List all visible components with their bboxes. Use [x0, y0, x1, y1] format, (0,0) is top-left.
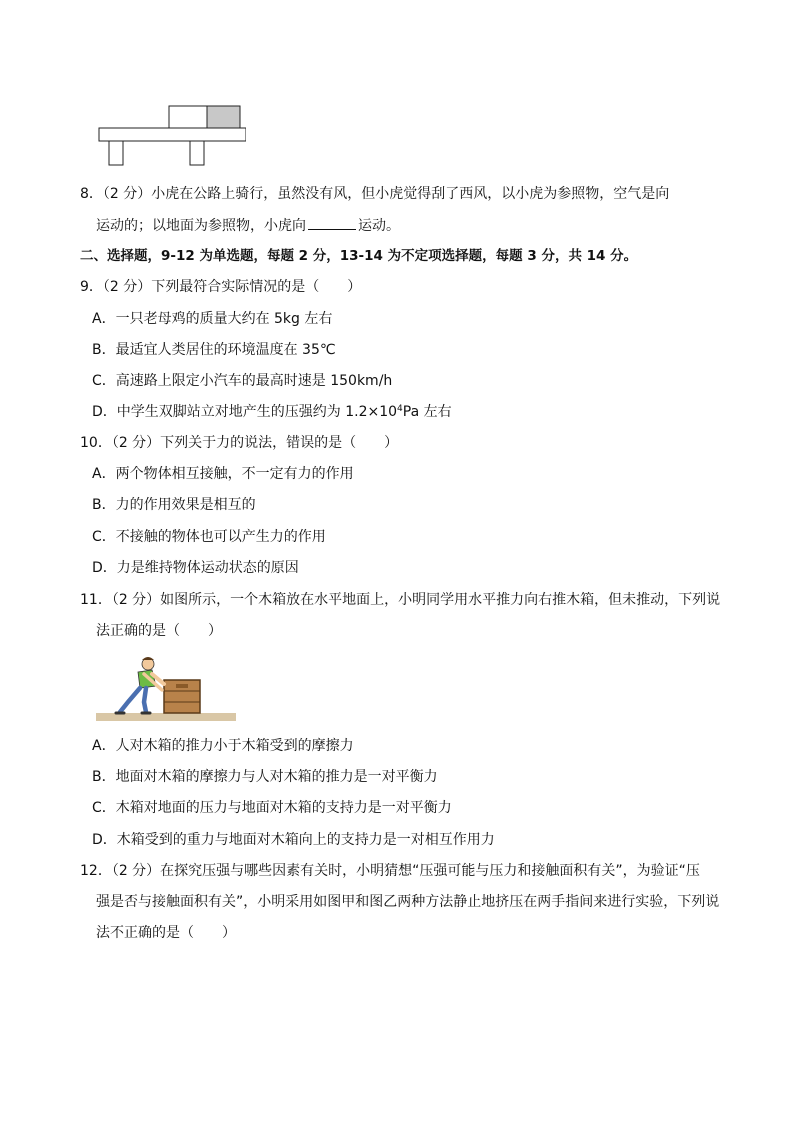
- q10-option-b: B．力的作用效果是相互的: [92, 497, 256, 513]
- q9-option-c: C．高速路上限定小汽车的最高时速是 150km/h: [92, 373, 393, 389]
- q8-line2-suffix: 运动。: [358, 218, 400, 234]
- pushing-crate-figure: [96, 650, 236, 724]
- q12-line1: 12．（2 分）在探究压强与哪些因素有关时，小明猜想“压强可能与压力和接触面积有关”，为验证“压: [80, 863, 700, 879]
- table-blocks-figure: [96, 104, 246, 168]
- q8-line2: [96, 215, 400, 236]
- q11-option-a: A．人对木箱的推力小于木箱受到的摩擦力: [92, 738, 354, 754]
- q8-line2-prefix: 运动的；以地面为参照物，小虎向: [96, 218, 306, 234]
- q12-line3: 法不正确的是（ ）: [96, 925, 236, 941]
- q9-option-a: A．一只老母鸡的质量大约在 5kg 左右: [92, 311, 333, 327]
- q11-option-d: D．木箱受到的重力与地面对木箱向上的支持力是一对相互作用力: [92, 832, 495, 848]
- table-leg-left: [109, 141, 123, 165]
- table-leg-right: [190, 141, 204, 165]
- q9-option-d: [92, 402, 452, 422]
- q9-option-b: B．最适宜人类居住的环境温度在 35℃: [92, 342, 336, 358]
- q10-option-a: A．两个物体相互接触，不一定有力的作用: [92, 466, 354, 482]
- q11-line2: 法正确的是（ ）: [96, 623, 222, 639]
- q9-stem: 9．（2 分）下列最符合实际情况的是（ ）: [80, 279, 362, 295]
- person-legs: [120, 688, 146, 712]
- q11-option-b: B．地面对木箱的摩擦力与人对木箱的推力是一对平衡力: [92, 769, 438, 785]
- q9-option-d-exponent: 4: [397, 404, 403, 414]
- q8-line1: 8．（2 分）小虎在公路上骑行，虽然没有风，但小虎觉得刮了西风，以小虎为参照物，空气是向: [80, 186, 670, 202]
- section2-heading: 二、选择题，9-12 为单选题，每题 2 分，13-14 为不定项选择题，每题 3 分，共 14 分。: [80, 248, 638, 264]
- q10-option-d: D．力是维持物体运动状态的原因: [92, 560, 299, 576]
- q11-option-c: C．木箱对地面的压力与地面对木箱的支持力是一对平衡力: [92, 800, 452, 816]
- q11-line1: 11．（2 分）如图所示，一个木箱放在水平地面上，小明同学用水平推力向右推木箱，但未推动，下列说: [80, 592, 721, 608]
- table-top: [99, 128, 246, 141]
- gray-block: [207, 106, 240, 128]
- q10-option-c: C．不接触的物体也可以产生力的作用: [92, 529, 326, 545]
- q8-answer-blank: [308, 215, 356, 230]
- q12-line2: 强是否与接触面积有关”，小明采用如图甲和图乙两种方法静止地挤压在两手指间来进行实验，下列说: [96, 894, 720, 910]
- white-block: [169, 106, 207, 128]
- q10-stem: 10．（2 分）下列关于力的说法，错误的是（ ）: [80, 435, 399, 451]
- q9-option-d-text: D．中学生双脚站立对地产生的压强约为 1.2×10: [92, 404, 398, 420]
- q9-option-d-unit: Pa 左右: [402, 404, 452, 420]
